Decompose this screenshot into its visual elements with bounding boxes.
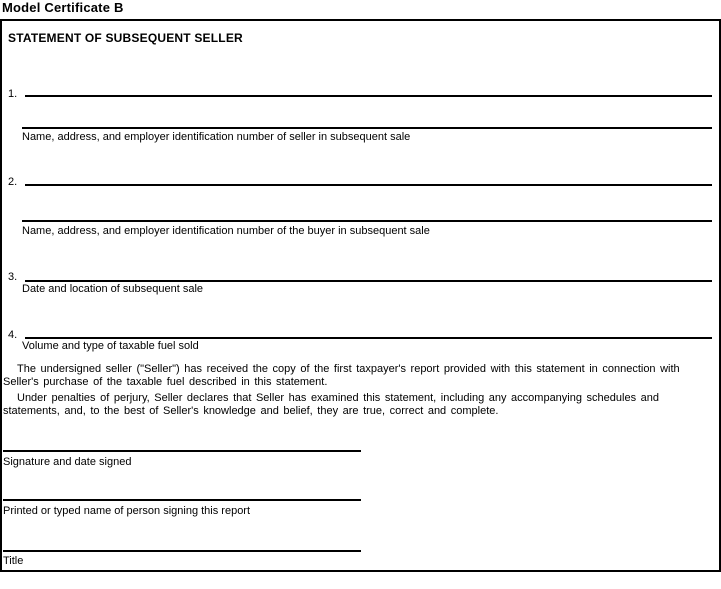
item-1-number: 1. <box>8 88 18 100</box>
certificate-form-box <box>0 19 721 572</box>
item-1-label: Name, address, and employer identification number of seller in subsequent sale <box>22 131 411 143</box>
certification-paragraphs <box>3 363 711 418</box>
item-2-entry-line-1 <box>25 184 712 186</box>
item-2-number: 2. <box>8 176 18 188</box>
item-4-label: Volume and type of taxable fuel sold <box>22 340 199 352</box>
title-label: Title <box>3 555 24 567</box>
item-1-entry-line-1 <box>25 95 712 97</box>
title-line <box>3 550 361 552</box>
item-3-number: 3. <box>8 271 18 283</box>
item-1-entry-line-2 <box>22 127 712 129</box>
item-4-number: 4. <box>8 329 18 341</box>
certification-paragraph-1: The undersigned seller ("Seller") has received the copy of the first taxpayer's report provided with this statement in connection with Seller's purchase of the taxable fuel described in this statement. <box>3 363 680 388</box>
signature-label: Signature and date signed <box>3 456 132 468</box>
certification-paragraph-2: Under penalties of perjury, Seller declares that Seller has examined this statement, including any accompanying schedules and statements, and, to the best of Seller's knowledge and belief, they are true, correct and complete. <box>3 392 659 417</box>
signature-line <box>3 450 361 452</box>
item-2-label: Name, address, and employer identification number of the buyer in subsequent sale <box>22 225 430 237</box>
form-header: STATEMENT OF SUBSEQUENT SELLER <box>8 31 243 45</box>
item-3-entry-line <box>25 280 712 282</box>
printed-name-line <box>3 499 361 501</box>
item-4-entry-line <box>25 337 712 339</box>
printed-name-label: Printed or typed name of person signing this report <box>3 505 251 517</box>
item-3-label: Date and location of subsequent sale <box>22 283 204 295</box>
item-2-entry-line-2 <box>22 220 712 222</box>
document-title: Model Certificate B <box>2 0 124 15</box>
